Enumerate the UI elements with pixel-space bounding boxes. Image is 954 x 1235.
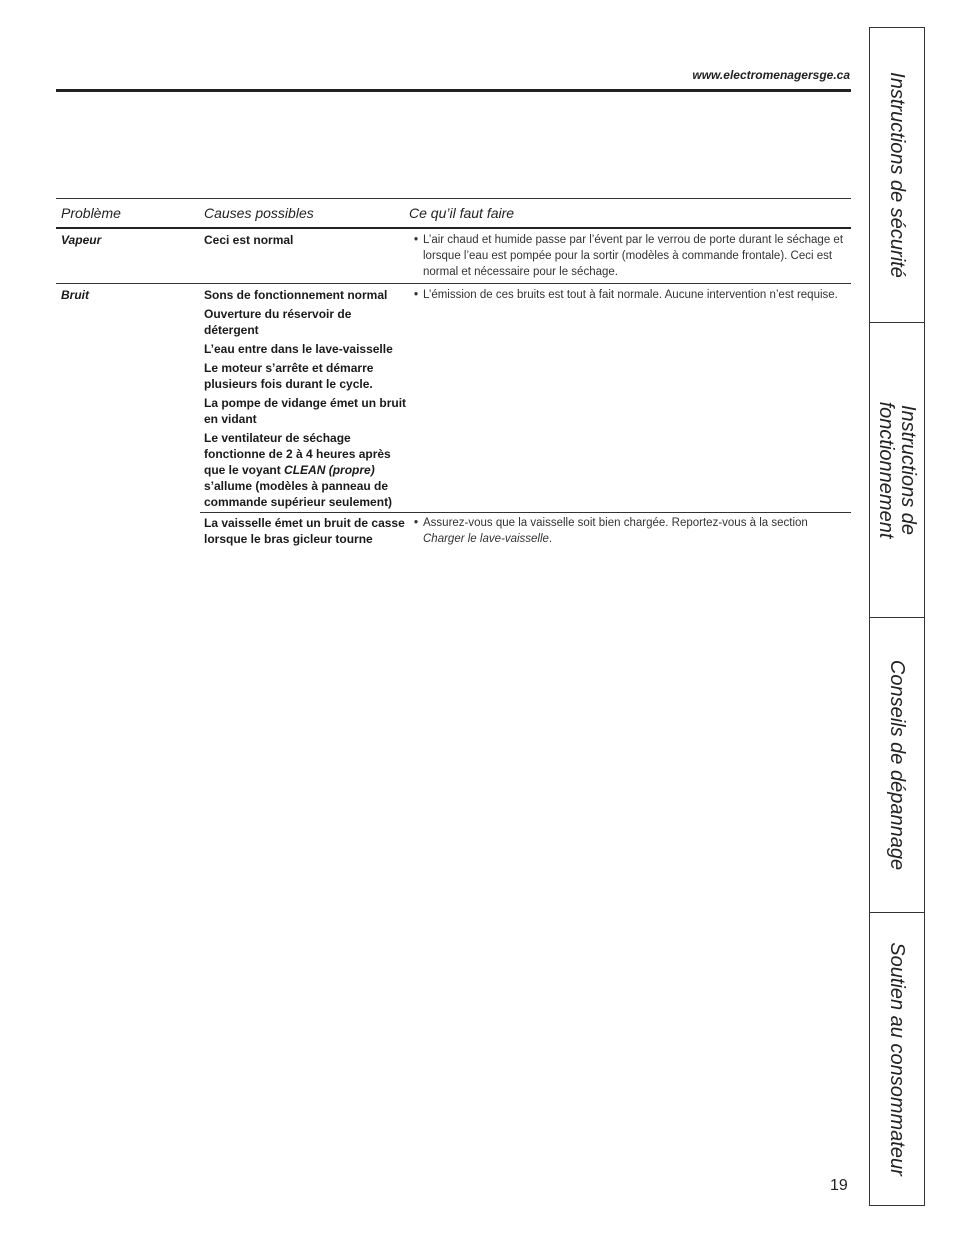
tab-consumer-support[interactable] — [870, 913, 924, 1205]
cause-item: Sons de fonctionnement normal — [204, 288, 388, 302]
table-row — [56, 229, 851, 284]
action-text: L’air chaud et humide passe par l’évent par le verrou de porte durant le séchage et lorsque l’eau est pompée pour la sortir (modèles à commande frontale). Ceci est normal et nécessaire pour le séchage. — [423, 234, 844, 278]
cause-item: L’eau entre dans le lave-vaisselle — [204, 342, 393, 356]
tab-operating-instructions[interactable] — [870, 323, 924, 618]
tab-label: Instructions de sécurité — [886, 72, 908, 278]
action-bullet — [409, 232, 851, 280]
clean-indicator-label: CLEAN (propre) — [284, 463, 375, 477]
action-text-end: . — [548, 533, 553, 545]
tab-troubleshooting-tips[interactable] — [870, 618, 924, 913]
action-text: L’émission de ces bruits est tout à fait normale. Aucune intervention n’est requise. — [423, 289, 838, 301]
causes-cell — [200, 232, 407, 280]
column-header-problem: Problème — [61, 205, 121, 221]
tab-safety-instructions[interactable] — [870, 28, 924, 323]
action-text: Assurez-vous que la vaisselle soit bien chargée. Reportez-vous à la section — [423, 517, 808, 529]
action-cell — [407, 287, 851, 510]
cause-text: Le ventilateur de séchage fonctionne de 2 à 4 heures après que le voyant — [204, 431, 391, 477]
bullet-icon: • — [413, 517, 419, 529]
cause-item: Ceci est normal — [204, 233, 294, 247]
action-cell — [407, 512, 851, 550]
cause-text: s’allume (modèles à panneau de commande supérieur seulement) — [204, 479, 393, 509]
causes-cell — [200, 512, 407, 550]
table-row — [56, 510, 851, 553]
side-tabs — [869, 27, 925, 1206]
action-cell — [407, 232, 851, 280]
cause-item: Le moteur s’arrête et démarre plusieurs fois durant le cycle. — [204, 361, 374, 391]
tab-label: Conseils de dépannage — [886, 659, 908, 871]
tab-label: Instructions de — [897, 404, 919, 536]
bullet-icon: • — [413, 289, 419, 301]
bullet-icon: • — [413, 234, 419, 246]
action-bullet — [409, 287, 851, 303]
cause-item — [204, 430, 407, 510]
table-row — [56, 284, 851, 510]
tab-label: fonctionnement — [875, 401, 897, 539]
column-header-causes: Causes possibles — [204, 205, 314, 221]
site-url[interactable]: www.electromenagersge.ca — [692, 68, 850, 82]
page-number: 19 — [830, 1177, 848, 1194]
column-header-action: Ce qu’il faut faire — [409, 205, 515, 221]
header-rule — [56, 89, 851, 92]
problem-cell: Bruit — [61, 288, 89, 302]
problem-cell: Vapeur — [61, 233, 102, 247]
table-header — [56, 199, 851, 229]
cause-item: La vaisselle émet un bruit de casse lorsque le bras gicleur tourne — [204, 516, 405, 546]
troubleshooting-table — [56, 198, 851, 553]
causes-cell — [200, 287, 407, 510]
action-bullet — [409, 515, 851, 547]
cause-item: Ouverture du réservoir de détergent — [204, 307, 352, 337]
section-reference: Charger le lave-vaisselle — [423, 533, 549, 545]
cause-item: La pompe de vidange émet un bruit en vidant — [204, 396, 407, 426]
tab-label: Soutien au consommateur — [886, 942, 908, 1176]
